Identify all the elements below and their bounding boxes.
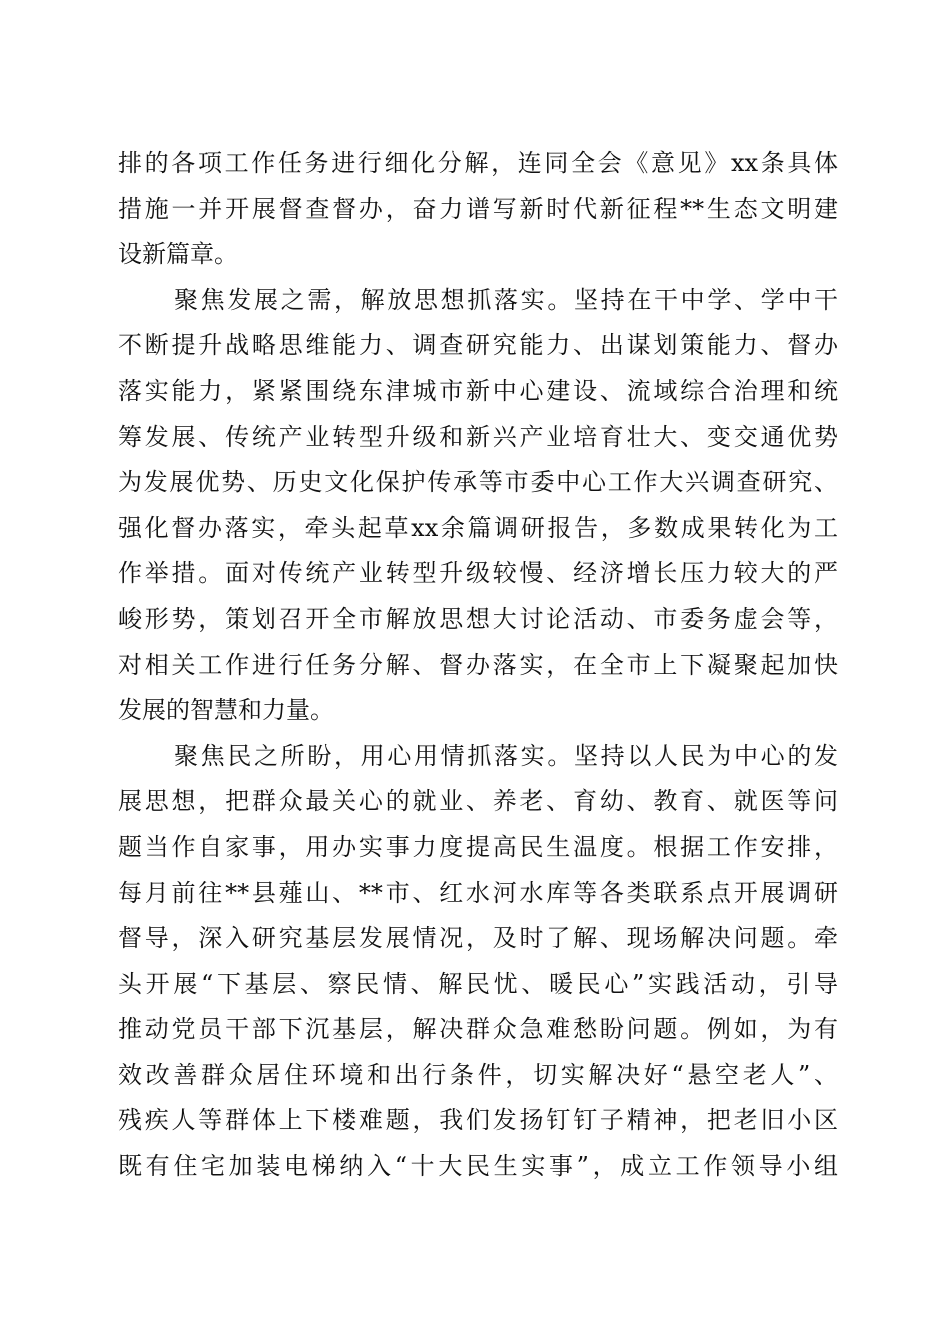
text-line: 落实能力，紧紧围绕东津城市新中心建设、流域综合治理和统	[118, 376, 838, 405]
text-line: 强化督办落实，牵头起草xx余篇调研报告，多数成果转化为工	[118, 513, 838, 542]
text-line: 头开展“下基层、察民情、解民忧、暖民心”实践活动，引导	[118, 969, 838, 998]
text-line: 残疾人等群体上下楼难题，我们发扬钉钉子精神，把老旧小区	[118, 1106, 838, 1135]
text-line: 筹发展、传统产业转型升级和新兴产业培育壮大、变交通优势	[118, 422, 838, 451]
text-line: 督导，深入研究基层发展情况，及时了解、现场解决问题。牵	[118, 924, 838, 953]
text-line: 推动党员干部下沉基层，解决群众急难愁盼问题。例如，为有	[118, 1015, 838, 1044]
text-line: 不断提升战略思维能力、调查研究能力、出谋划策能力、督办	[118, 331, 838, 360]
text-line: 峻形势，策划召开全市解放思想大讨论活动、市委务虚会等，	[118, 604, 838, 633]
text-line: 设新篇章。	[118, 240, 238, 269]
text-line: 排的各项工作任务进行细化分解，连同全会《意见》xx条具体	[118, 149, 838, 177]
text-line: 发展的智慧和力量。	[118, 696, 334, 725]
paragraph-first-line: 聚焦发展之需，解放思想抓落实。坚持在干中学、学中干	[174, 285, 838, 314]
text-line: 既有住宅加装电梯纳入“十大民生实事”，成立工作领导小组	[118, 1152, 838, 1181]
text-line: 效改善群众居住环境和出行条件，切实解决好“悬空老人”、	[118, 1060, 838, 1089]
text-line: 展思想，把群众最关心的就业、养老、育幼、教育、就医等问	[118, 787, 838, 816]
text-line: 每月前往**县薤山、**市、红水河水库等各类联系点开展调研	[118, 878, 838, 907]
text-line: 对相关工作进行任务分解、督办落实，在全市上下凝聚起加快	[118, 650, 838, 679]
text-line: 措施一并开展督查督办，奋力谱写新时代新征程**生态文明建	[118, 194, 838, 223]
body-text	[118, 141, 838, 1190]
text-line: 题当作自家事，用办实事力度提高民生温度。根据工作安排，	[118, 832, 838, 861]
text-line: 为发展优势、历史文化保护传承等市委中心工作大兴调查研究、	[118, 468, 838, 497]
text-line: 作举措。面对传统产业转型升级较慢、经济增长压力较大的严	[118, 559, 838, 588]
paragraph-first-line: 聚焦民之所盼，用心用情抓落实。坚持以人民为中心的发	[174, 741, 838, 770]
